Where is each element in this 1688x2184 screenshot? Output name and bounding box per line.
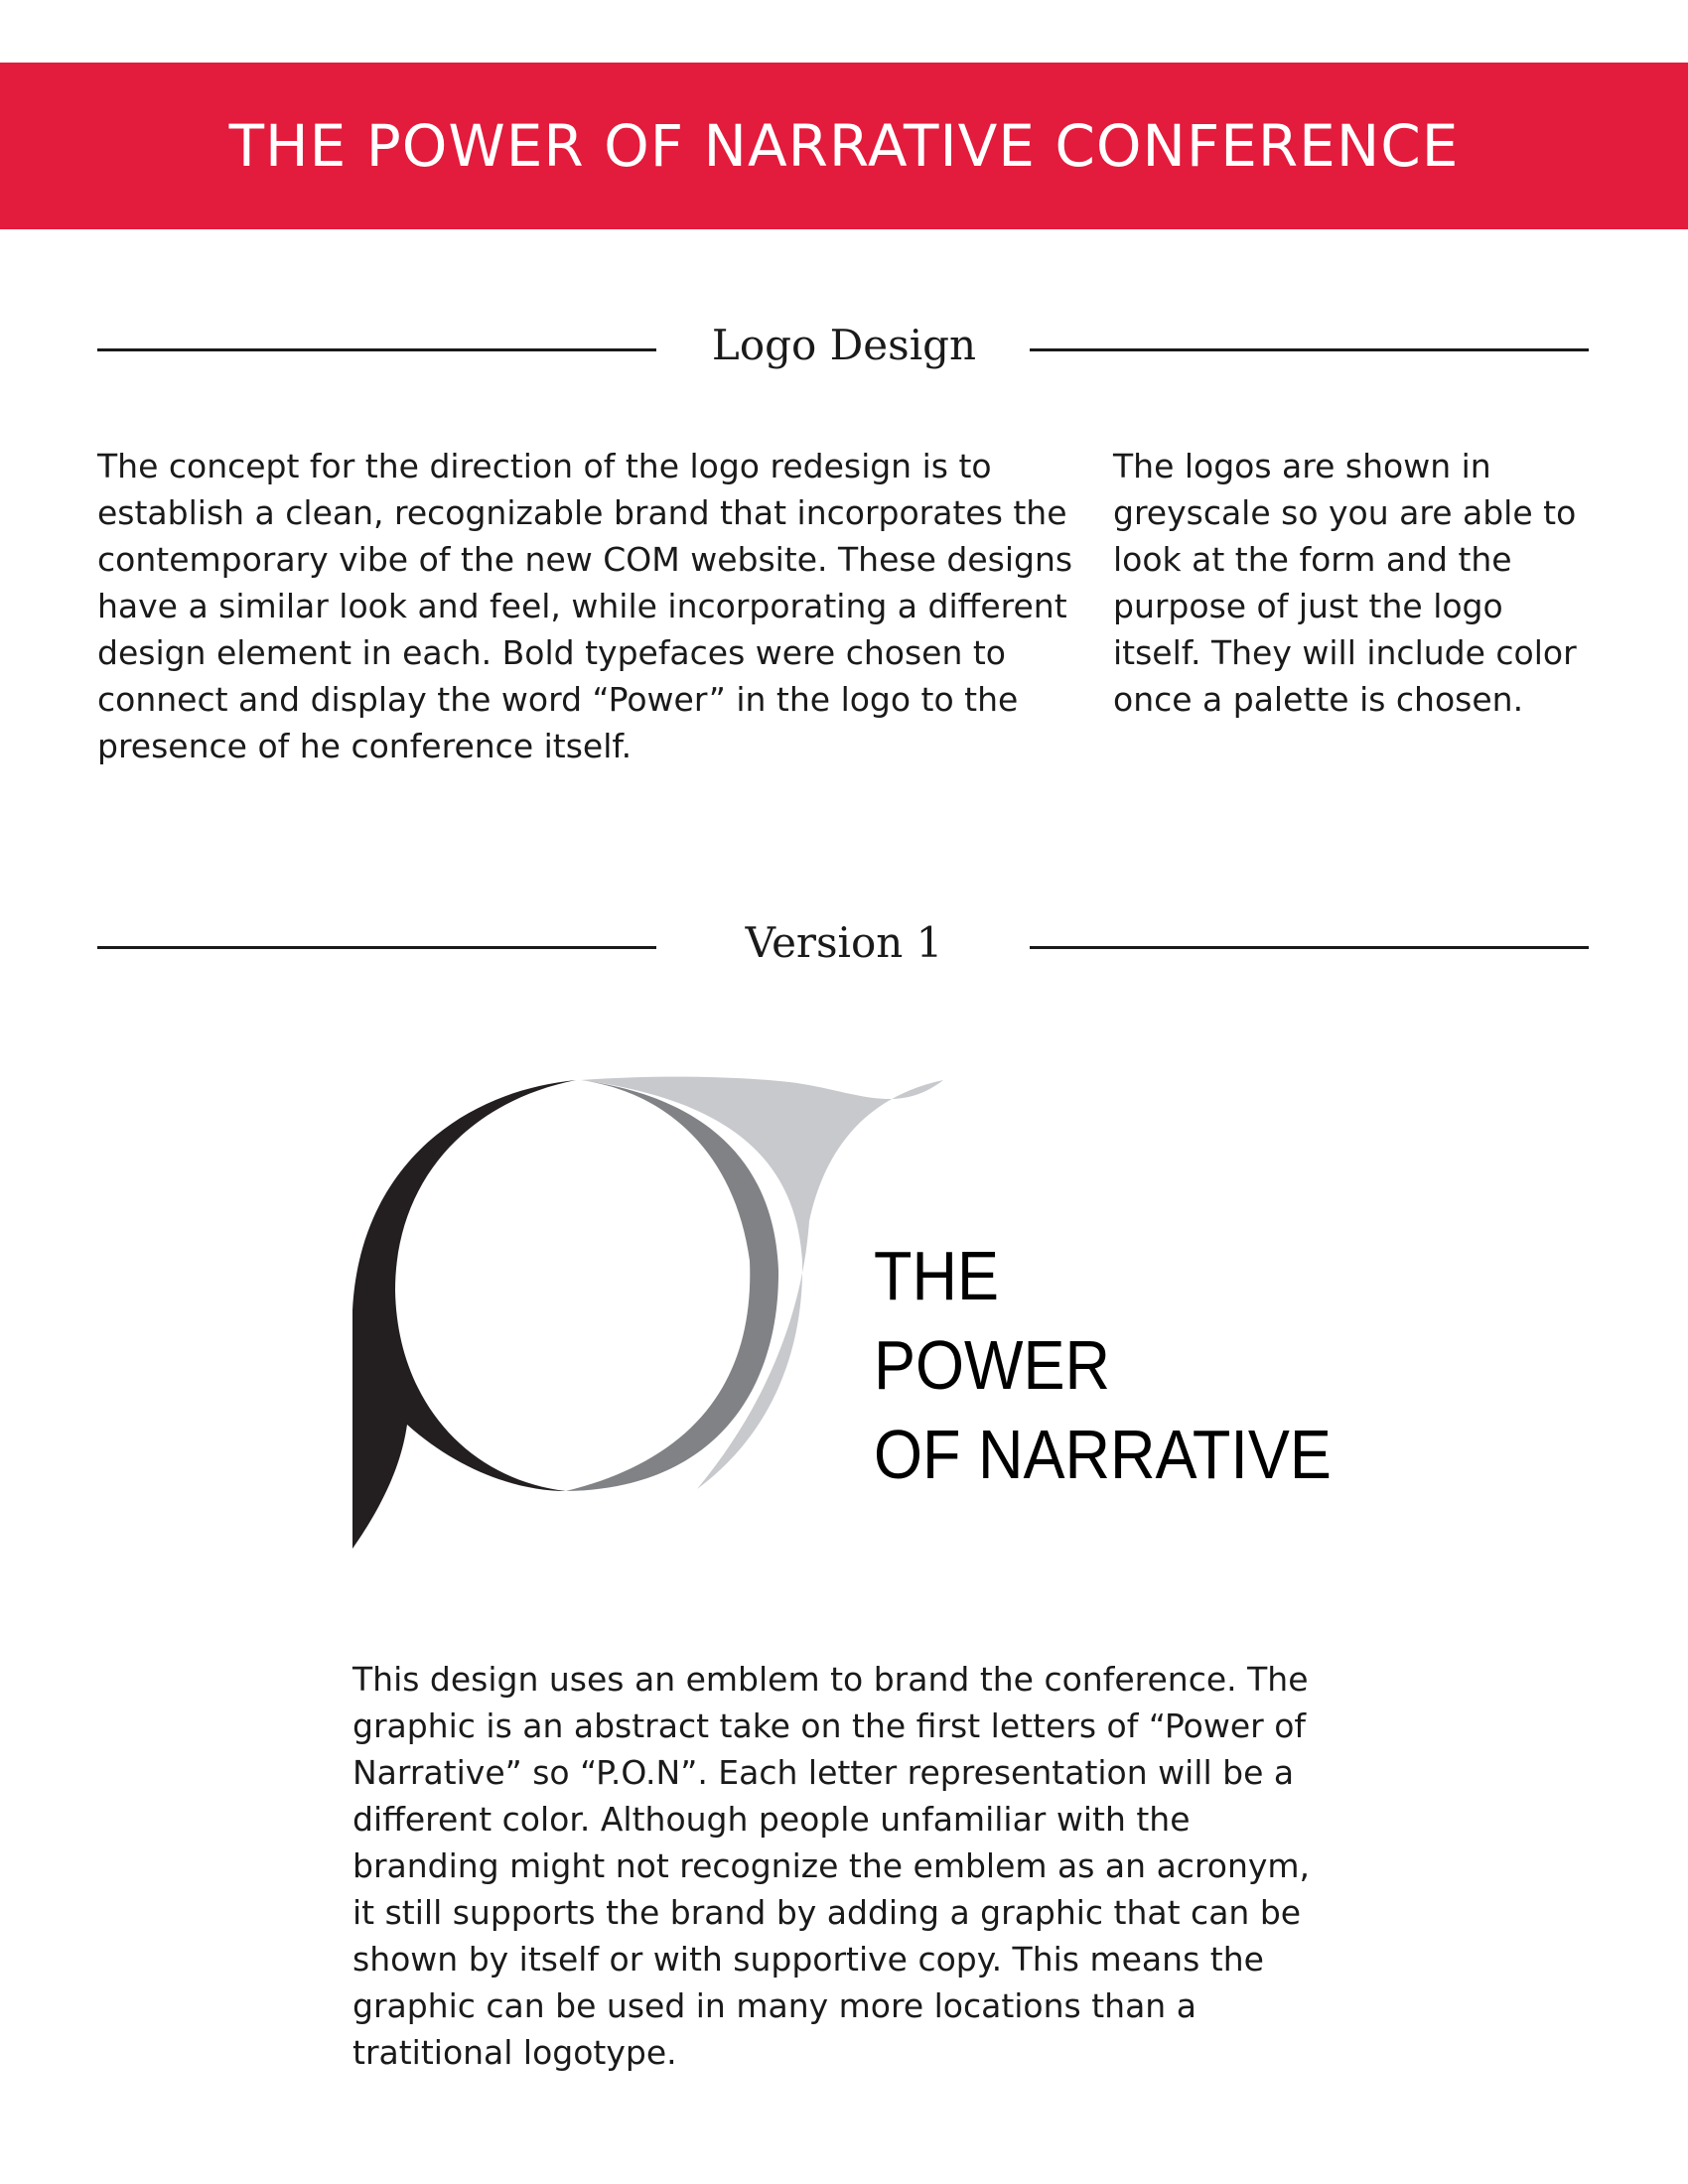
section-divider-left bbox=[97, 348, 656, 351]
logo-text-of-narrative: OF NARRATIVE bbox=[874, 1416, 1332, 1493]
pon-logo bbox=[338, 1062, 1370, 1578]
header-banner bbox=[0, 63, 1688, 229]
section-divider-right bbox=[1030, 946, 1589, 949]
version-1-description: This design uses an emblem to brand the conference. The graphic is an abstract take on the first letters of “Power of Narrative” so “P.O.N”. Each letter representation will be a different color. Although people unfamiliar with the branding might not recognize the emblem as an acronym, it still supports the brand by adding a graphic that can be shown by itself or with supportive copy. This means the graphic can be used in many more locations than a tratitional logotype. bbox=[352, 1660, 1311, 2072]
logo-concept-paragraph: The concept for the direction of the logo redesign is to establish a clean, recognizable brand that incorporates the contemporary vibe of the new COM website. These designs have a similar look and feel, while incorporating a different design element in each. Bold typefaces were chosen to connect and display the word “Power” in the logo to the presence of he conference itself. bbox=[97, 447, 1073, 765]
page-title: THE POWER OF NARRATIVE CONFERENCE bbox=[228, 112, 1460, 180]
greyscale-note-paragraph: The logos are shown in greyscale so you are able to look at the form and the purpose of just the logo itself. They will include color once a palette is chosen. bbox=[1113, 447, 1577, 719]
logo-text-the: THE bbox=[874, 1237, 999, 1314]
pon-emblem-graphic bbox=[338, 1062, 1370, 1578]
section-title-version-1: Version 1 bbox=[745, 918, 943, 967]
section-title-logo-design: Logo Design bbox=[711, 321, 977, 369]
section-divider-left bbox=[97, 946, 656, 949]
section-divider-right bbox=[1030, 348, 1589, 351]
emblem-p-shape bbox=[352, 1080, 576, 1549]
logo-text-power: POWER bbox=[874, 1326, 1111, 1404]
